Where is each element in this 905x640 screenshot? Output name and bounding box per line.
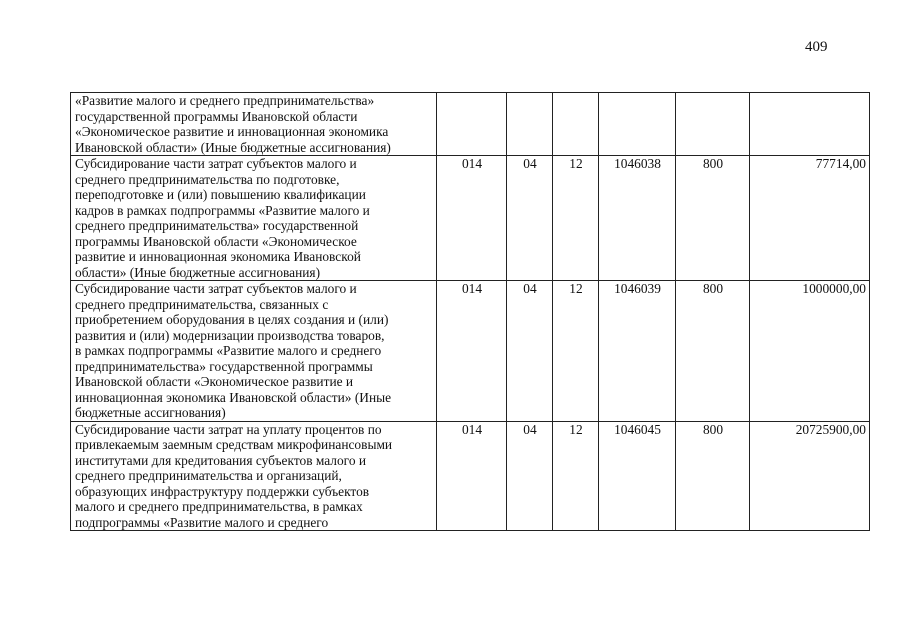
description-line: предпринимательства» государственной программы [75, 358, 373, 374]
description-line: подпрограммы «Развитие малого и среднего [75, 514, 329, 530]
description-line: среднего предпринимательства по подготовке, [75, 171, 340, 187]
description-line: инновационная экономика Ивановской области» (Иные [75, 389, 392, 405]
description-line: в рамках подпрограммы «Развитие малого и среднего [75, 343, 382, 358]
expense-type-cell [676, 93, 750, 156]
description-cell [71, 421, 437, 531]
ministry-code-cell: 014 [437, 156, 507, 281]
description-line: образующих инфраструктуру поддержки субъектов [75, 483, 370, 499]
description-line: переподготовке и (или) повышению квалификации [75, 187, 366, 202]
description-line: малого и среднего предпринимательства, в рамках [75, 499, 363, 514]
subsection-code-cell: 12 [553, 421, 599, 531]
ministry-code-cell [437, 93, 507, 156]
description-cell [71, 281, 437, 422]
section-code-cell [507, 93, 553, 156]
description-line: Субсидирование части затрат на уплату процентов по [75, 421, 382, 437]
description-line: программы Ивановской области «Экономическое [75, 233, 357, 249]
description-line: Ивановской области «Экономическое развитие и [75, 374, 354, 389]
description-line: приобретением оборудования в целях создания и (или) [75, 312, 389, 327]
budget-table-body [71, 93, 870, 531]
table-row [71, 421, 870, 531]
description-line: государственной программы Ивановской области [75, 108, 358, 124]
description-line: развития и (или) модернизации производства товаров, [75, 327, 385, 343]
description-line: Ивановской области» (Иные бюджетные ассигнования) [75, 139, 391, 155]
amount-cell [750, 93, 870, 156]
description-line: «Развитие малого и среднего предпринимательства» [75, 93, 375, 108]
expense-type-cell: 800 [676, 156, 750, 281]
page-number: 409 [805, 39, 828, 55]
description-line: области» (Иные бюджетные ассигнования) [75, 264, 321, 280]
subsection-code-cell: 12 [553, 156, 599, 281]
ministry-code-cell: 014 [437, 421, 507, 531]
table-row [71, 93, 870, 156]
expense-type-cell: 800 [676, 421, 750, 531]
description-line: среднего предпринимательства и организаций, [75, 468, 342, 483]
description-line: Субсидирование части затрат субъектов малого и [75, 281, 357, 296]
description-line: Субсидирование части затрат субъектов малого и [75, 156, 357, 171]
section-code-cell: 04 [507, 156, 553, 281]
ministry-code-cell: 014 [437, 281, 507, 422]
target-article-cell [599, 93, 676, 156]
section-code-cell: 04 [507, 421, 553, 531]
description-line: «Экономическое развитие и инновационная экономика [75, 124, 389, 139]
description-line: привлекаемым заемным средствам микрофинансовыми [75, 437, 393, 452]
description-line: среднего предпринимательства» государственной [75, 218, 359, 233]
amount-cell: 1000000,00 [750, 281, 870, 422]
description-line: среднего предпринимательства, связанных с [75, 296, 329, 312]
target-article-cell: 1046038 [599, 156, 676, 281]
subsection-code-cell [553, 93, 599, 156]
section-code-cell: 04 [507, 281, 553, 422]
description-line: бюджетные ассигнования) [75, 405, 226, 420]
description-line: институтами для кредитования субъектов малого и [75, 452, 367, 468]
description-line: развитие и инновационная экономика Ивановской [75, 249, 361, 264]
amount-cell: 20725900,00 [750, 421, 870, 531]
table-row [71, 281, 870, 422]
amount-cell: 77714,00 [750, 156, 870, 281]
table-row [71, 156, 870, 281]
budget-table [70, 92, 870, 531]
subsection-code-cell: 12 [553, 281, 599, 422]
description-cell [71, 156, 437, 281]
description-cell [71, 93, 437, 156]
target-article-cell: 1046039 [599, 281, 676, 422]
expense-type-cell: 800 [676, 281, 750, 422]
description-line: кадров в рамках подпрограммы «Развитие малого и [75, 202, 370, 218]
target-article-cell: 1046045 [599, 421, 676, 531]
